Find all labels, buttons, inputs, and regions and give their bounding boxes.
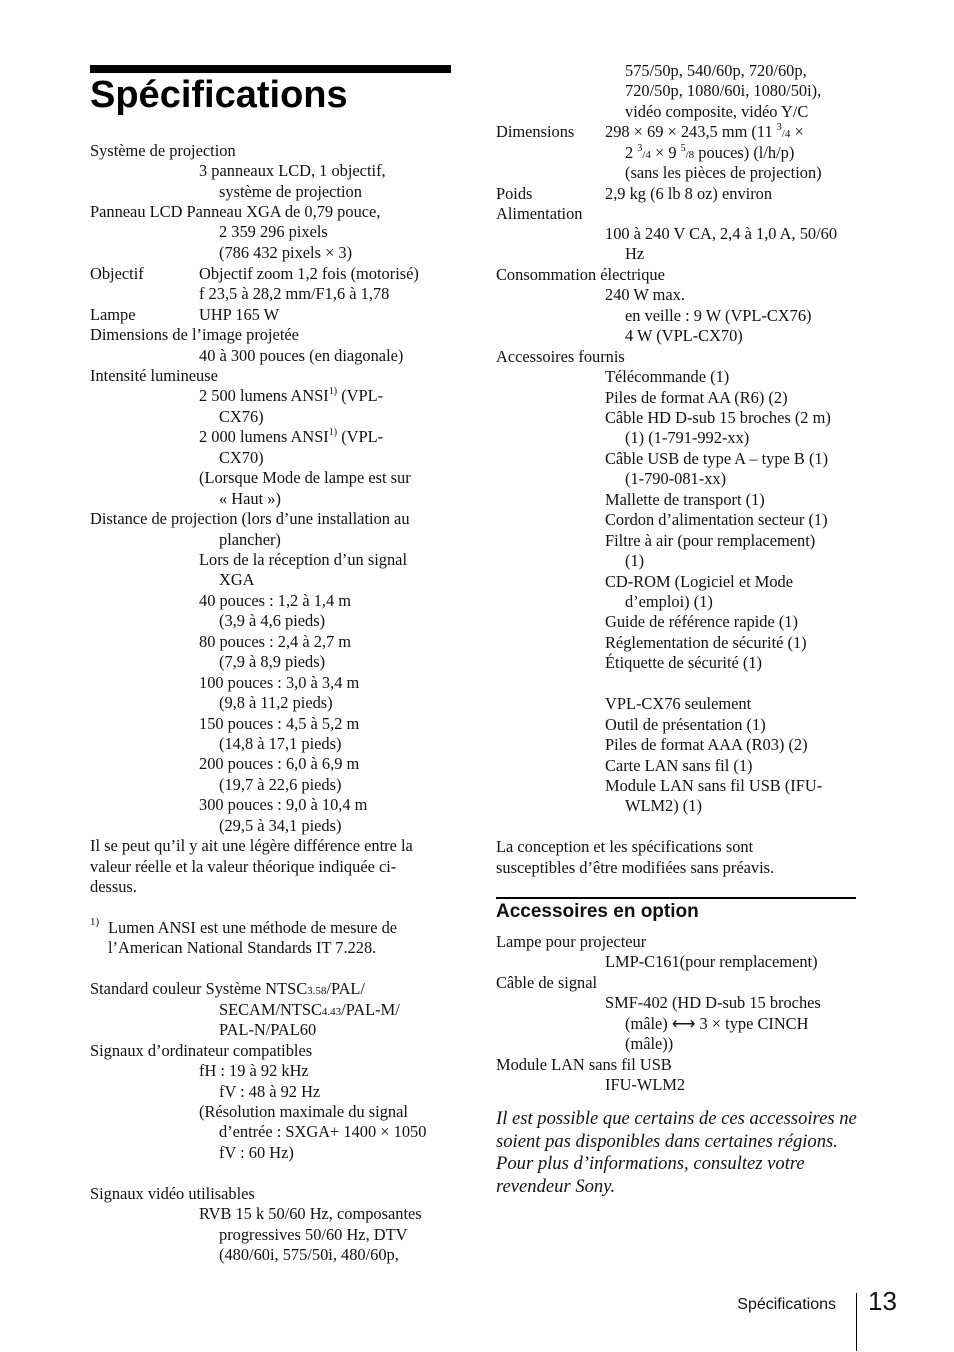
fraction-num: 3 xyxy=(776,121,782,133)
left-text: CX70) xyxy=(219,448,264,467)
right-line xyxy=(605,1075,685,1095)
right-text: 4 W (VPL-CX70) xyxy=(625,326,743,345)
right-text: Câble de signal xyxy=(496,973,598,992)
footer-section-label: Spécifications xyxy=(737,1296,836,1313)
left-line xyxy=(219,222,328,242)
right-text: Poids xyxy=(496,184,533,203)
left-text: 40 à 300 pouces (en diagonale) xyxy=(199,346,404,365)
right-text: Dimensions xyxy=(496,122,575,141)
right-text: 100 à 240 V CA, 2,4 à 1,0 A, 50/60 xyxy=(605,224,838,243)
right-line xyxy=(605,633,807,653)
right-line xyxy=(625,143,794,165)
left-text: Intensité lumineuse xyxy=(90,366,218,385)
left-text: (29,5 à 34,1 pieds) xyxy=(219,816,342,835)
left-text: Signaux vidéo utilisables xyxy=(90,1184,255,1203)
right-text: SMF-402 (HD D-sub 15 broches xyxy=(605,993,821,1012)
right-text: 575/50p, 540/60p, 720/60p, xyxy=(625,61,807,80)
right-line xyxy=(605,224,837,244)
right-text: susceptibles d’être modifiées sans préavis. xyxy=(496,858,775,877)
right-text: en veille : 9 W (VPL-CX76) xyxy=(625,306,812,325)
right-text: Accessoires fournis xyxy=(496,347,625,366)
right-line xyxy=(605,612,798,632)
right-line xyxy=(625,61,807,81)
left-text: Système de projection xyxy=(90,141,236,160)
left-line xyxy=(219,1245,399,1265)
left-line xyxy=(90,509,410,529)
right-line xyxy=(625,469,726,489)
left-text: Lors de la réception d’un signal xyxy=(199,550,408,569)
left-text: 150 pouces : 4,5 à 5,2 m xyxy=(199,714,360,733)
left-text: CX76) xyxy=(219,407,264,426)
left-line xyxy=(199,673,359,693)
right-text: WLM2) (1) xyxy=(625,796,702,815)
right-line xyxy=(605,952,818,972)
fraction-num: 3 xyxy=(637,142,643,154)
left-line xyxy=(219,652,325,672)
left-text: Lumen ANSI est une méthode de mesure de xyxy=(108,918,398,937)
right-line xyxy=(605,531,815,551)
left-line xyxy=(199,161,386,181)
right-text: Hz xyxy=(625,244,645,263)
page-number: 13 xyxy=(868,1286,897,1316)
left-line xyxy=(90,1184,255,1204)
ntsc-subscript: 3.58 xyxy=(307,985,327,997)
left-line xyxy=(219,489,281,509)
left-line xyxy=(90,979,365,1001)
right-text: Câble USB de type A – type B (1) xyxy=(605,449,829,468)
left-line xyxy=(219,1122,426,1142)
left-line xyxy=(219,816,341,836)
left-line xyxy=(199,632,351,652)
left-line xyxy=(219,1020,316,1040)
left-text: /PAL/ xyxy=(326,979,365,998)
left-line xyxy=(199,427,383,447)
footnote-mark: 1) xyxy=(90,916,100,928)
left-text: (480/60i, 575/50i, 480/60p, xyxy=(219,1245,399,1264)
left-line xyxy=(90,202,380,222)
left-text: progressives 50/60 Hz, DTV xyxy=(219,1225,408,1244)
left-line xyxy=(90,1041,312,1061)
section-rule xyxy=(496,897,856,899)
right-line xyxy=(496,184,532,204)
left-text: fV : 60 Hz) xyxy=(219,1143,294,1162)
right-text: (mâle)) xyxy=(625,1034,674,1053)
right-line xyxy=(605,122,804,144)
left-line xyxy=(219,734,341,754)
right-line xyxy=(605,776,822,796)
right-line xyxy=(496,973,597,993)
right-line xyxy=(496,858,774,878)
left-line xyxy=(199,1204,422,1224)
left-text: Distance de projection (lors d’une installation au xyxy=(90,509,410,528)
fraction-num: 5 xyxy=(680,142,686,154)
left-text: (Lorsque Mode de lampe est sur xyxy=(199,468,411,487)
left-text: valeur réelle et la valeur théorique indiquée ci- xyxy=(90,857,397,876)
left-text: Lampe xyxy=(90,305,136,324)
left-text: Dimensions de l’image projetée xyxy=(90,325,299,344)
left-line xyxy=(219,243,352,263)
right-line xyxy=(625,1034,673,1054)
double-arrow-icon: ⟷ xyxy=(671,1014,696,1033)
left-line xyxy=(199,284,389,304)
right-line xyxy=(496,837,753,857)
left-text: 3 panneaux LCD, 1 objectif, xyxy=(199,161,386,180)
left-line xyxy=(199,386,383,406)
left-line xyxy=(219,775,341,795)
left-text: (VPL- xyxy=(337,427,384,446)
right-text: (1) xyxy=(625,551,645,570)
left-text: fV : 48 à 92 Hz xyxy=(219,1082,321,1101)
right-line xyxy=(605,735,808,755)
left-text: d’entrée : SXGA+ 1400 × 1050 xyxy=(219,1122,427,1141)
right-text: Guide de référence rapide (1) xyxy=(605,612,798,631)
left-text: /PAL-M/ xyxy=(341,1000,400,1019)
right-text: LMP-C161(pour remplacement) xyxy=(605,952,818,971)
left-line xyxy=(108,938,376,958)
section-title-accessoires: Accessoires en option xyxy=(496,901,699,922)
right-line xyxy=(496,1055,672,1075)
right-text: Étiquette de sécurité (1) xyxy=(605,653,763,672)
right-line xyxy=(605,184,772,204)
right-line xyxy=(625,306,812,326)
right-line xyxy=(496,122,574,142)
left-text: (3,9 à 4,6 pieds) xyxy=(219,611,326,630)
left-text: 80 pouces : 2,4 à 2,7 m xyxy=(199,632,352,651)
left-line xyxy=(199,591,351,611)
fraction-den: /8 xyxy=(685,149,695,161)
left-line xyxy=(219,530,281,550)
left-line xyxy=(219,1225,407,1245)
left-text: Signaux d’ordinateur compatibles xyxy=(90,1041,313,1060)
right-line xyxy=(605,388,788,408)
left-line xyxy=(90,366,218,386)
left-text: fH : 19 à 92 kHz xyxy=(199,1061,309,1080)
right-text: (sans les pièces de projection) xyxy=(625,163,822,182)
right-text: 240 W max. xyxy=(605,285,685,304)
ntsc-subscript: 4.43 xyxy=(321,1006,342,1018)
left-line xyxy=(199,714,359,734)
left-text: 2 359 296 pixels xyxy=(219,222,328,241)
right-line xyxy=(605,756,752,776)
right-line xyxy=(605,715,766,735)
right-line xyxy=(605,408,831,428)
right-line xyxy=(625,551,644,571)
footnote-ref: 1) xyxy=(328,426,338,438)
left-text: Panneau LCD Panneau XGA de 0,79 pouce, xyxy=(90,202,381,221)
left-text: 2 000 lumens ANSI xyxy=(199,427,329,446)
right-text: × 9 xyxy=(650,143,681,162)
right-text: 2,9 kg (6 lb 8 oz) environ xyxy=(605,184,773,203)
left-line xyxy=(90,836,413,856)
right-line xyxy=(625,102,808,122)
right-text: Mallette de transport (1) xyxy=(605,490,765,509)
right-text: pouces) (l/h/p) xyxy=(694,143,795,162)
left-text: Il se peut qu’il y ait une légère différence entre la xyxy=(90,836,413,855)
right-text: Télécommande (1) xyxy=(605,367,730,386)
right-line xyxy=(625,796,702,816)
right-line xyxy=(605,572,793,592)
right-text: Module LAN sans fil USB xyxy=(496,1055,672,1074)
right-line xyxy=(625,428,749,448)
left-text: f 23,5 à 28,2 mm/F1,6 à 1,78 xyxy=(199,284,390,303)
right-text: IFU-WLM2 xyxy=(605,1075,686,1094)
left-text: 200 pouces : 6,0 à 6,9 m xyxy=(199,754,360,773)
left-line xyxy=(90,857,396,877)
fraction-den: /4 xyxy=(642,149,651,161)
right-text: (mâle) xyxy=(625,1014,668,1033)
left-line xyxy=(219,1143,294,1163)
right-text: 2 xyxy=(625,143,634,162)
right-line xyxy=(605,449,828,469)
right-text: Module LAN sans fil USB (IFU- xyxy=(605,776,823,795)
left-text: 40 pouces : 1,2 à 1,4 m xyxy=(199,591,352,610)
right-line xyxy=(605,653,762,673)
right-text: 720/50p, 1080/60i, 1080/50i), xyxy=(625,81,822,100)
left-text: l’American National Standards IT 7.228. xyxy=(108,938,377,957)
right-text: 298 × 69 × 243,5 mm (11 xyxy=(605,122,773,141)
left-line xyxy=(219,1082,320,1102)
left-line xyxy=(219,1000,400,1022)
right-text: Alimentation xyxy=(496,204,583,223)
left-line xyxy=(108,918,397,938)
left-line xyxy=(219,693,333,713)
right-text: Piles de format AAA (R03) (2) xyxy=(605,735,808,754)
left-text: Standard couleur Système NTSC xyxy=(90,979,308,998)
right-line xyxy=(496,932,646,952)
left-line xyxy=(219,570,255,590)
right-text: Filtre à air (pour remplacement) xyxy=(605,531,816,550)
left-text: plancher) xyxy=(219,530,281,549)
left-line xyxy=(199,305,279,325)
right-line xyxy=(625,81,821,101)
left-text: 100 pouces : 3,0 à 3,4 m xyxy=(199,673,360,692)
right-text: d’emploi) (1) xyxy=(625,592,713,611)
right-text: La conception et les spécifications sont xyxy=(496,837,754,856)
left-line xyxy=(90,325,299,345)
right-line xyxy=(625,163,822,183)
right-line xyxy=(625,592,713,612)
left-line xyxy=(219,611,325,631)
availability-note: Il est possible que certains de ces accessoires ne soient pas disponibles dans certaines régions. Pour plus d’informations, consultez votre revendeur Sony. xyxy=(496,1108,857,1197)
left-text: SECAM/NTSC xyxy=(219,1000,322,1019)
left-text: (9,8 à 11,2 pieds) xyxy=(219,693,333,712)
left-text: « Haut ») xyxy=(219,489,281,508)
left-line xyxy=(90,264,144,284)
left-text: UHP 165 W xyxy=(199,305,280,324)
left-line xyxy=(199,795,367,815)
right-line xyxy=(605,510,828,530)
left-line xyxy=(90,141,236,161)
right-text: CD-ROM (Logiciel et Mode xyxy=(605,572,794,591)
footnote-ref: 1) xyxy=(328,385,338,397)
left-text: (14,8 à 17,1 pieds) xyxy=(219,734,342,753)
footer-divider xyxy=(856,1293,857,1351)
right-text: Carte LAN sans fil (1) xyxy=(605,756,753,775)
left-text: PAL-N/PAL60 xyxy=(219,1020,317,1039)
left-line xyxy=(219,182,362,202)
left-text: (VPL- xyxy=(337,386,384,405)
right-line xyxy=(496,265,665,285)
left-line xyxy=(219,407,264,427)
right-text: 3 × type CINCH xyxy=(699,1014,809,1033)
right-text: Lampe pour projecteur xyxy=(496,932,647,951)
left-line xyxy=(199,468,411,488)
right-line xyxy=(496,204,583,224)
left-text: 300 pouces : 9,0 à 10,4 m xyxy=(199,795,368,814)
left-text: XGA xyxy=(219,570,255,589)
left-text: RVB 15 k 50/60 Hz, composantes xyxy=(199,1204,422,1223)
right-text: vidéo composite, vidéo Y/C xyxy=(625,102,809,121)
left-text: (7,9 à 8,9 pieds) xyxy=(219,652,326,671)
right-text: (1) (1-791-992-xx) xyxy=(625,428,750,447)
right-text: VPL-CX76 seulement xyxy=(605,694,752,713)
right-text: Consommation électrique xyxy=(496,265,665,284)
right-line xyxy=(605,993,821,1013)
fraction-den: /4 xyxy=(781,128,791,140)
right-line xyxy=(605,694,751,714)
left-text: Objectif zoom 1,2 fois (motorisé) xyxy=(199,264,419,283)
right-text: Cordon d’alimentation secteur (1) xyxy=(605,510,828,529)
left-line xyxy=(90,877,137,897)
right-line xyxy=(625,326,743,346)
left-text: 2 500 lumens ANSI xyxy=(199,386,329,405)
left-text: Objectif xyxy=(90,264,144,283)
right-text: (1-790-081-xx) xyxy=(625,469,727,488)
left-line xyxy=(90,305,136,325)
left-line xyxy=(199,550,407,570)
left-text: (786 432 pixels × 3) xyxy=(219,243,353,262)
left-line xyxy=(199,1061,309,1081)
right-line xyxy=(605,367,729,387)
page-title: Spécifications xyxy=(90,74,348,116)
left-line xyxy=(199,264,419,284)
right-line xyxy=(496,347,625,367)
right-text: Piles de format AA (R6) (2) xyxy=(605,388,788,407)
left-text: dessus. xyxy=(90,877,137,896)
left-text: (Résolution maximale du signal xyxy=(199,1102,408,1121)
left-line xyxy=(199,1102,408,1122)
right-line xyxy=(625,244,644,264)
right-text: × xyxy=(790,122,804,141)
left-line xyxy=(199,346,403,366)
right-line xyxy=(605,285,685,305)
left-text: système de projection xyxy=(219,182,362,201)
right-text: Outil de présentation (1) xyxy=(605,715,766,734)
left-line xyxy=(199,754,359,774)
right-text: Câble HD D-sub 15 broches (2 m) xyxy=(605,408,831,427)
right-line xyxy=(625,1014,808,1034)
right-text: Réglementation de sécurité (1) xyxy=(605,633,807,652)
left-line xyxy=(219,448,264,468)
right-line xyxy=(605,490,765,510)
left-text: (19,7 à 22,6 pieds) xyxy=(219,775,342,794)
